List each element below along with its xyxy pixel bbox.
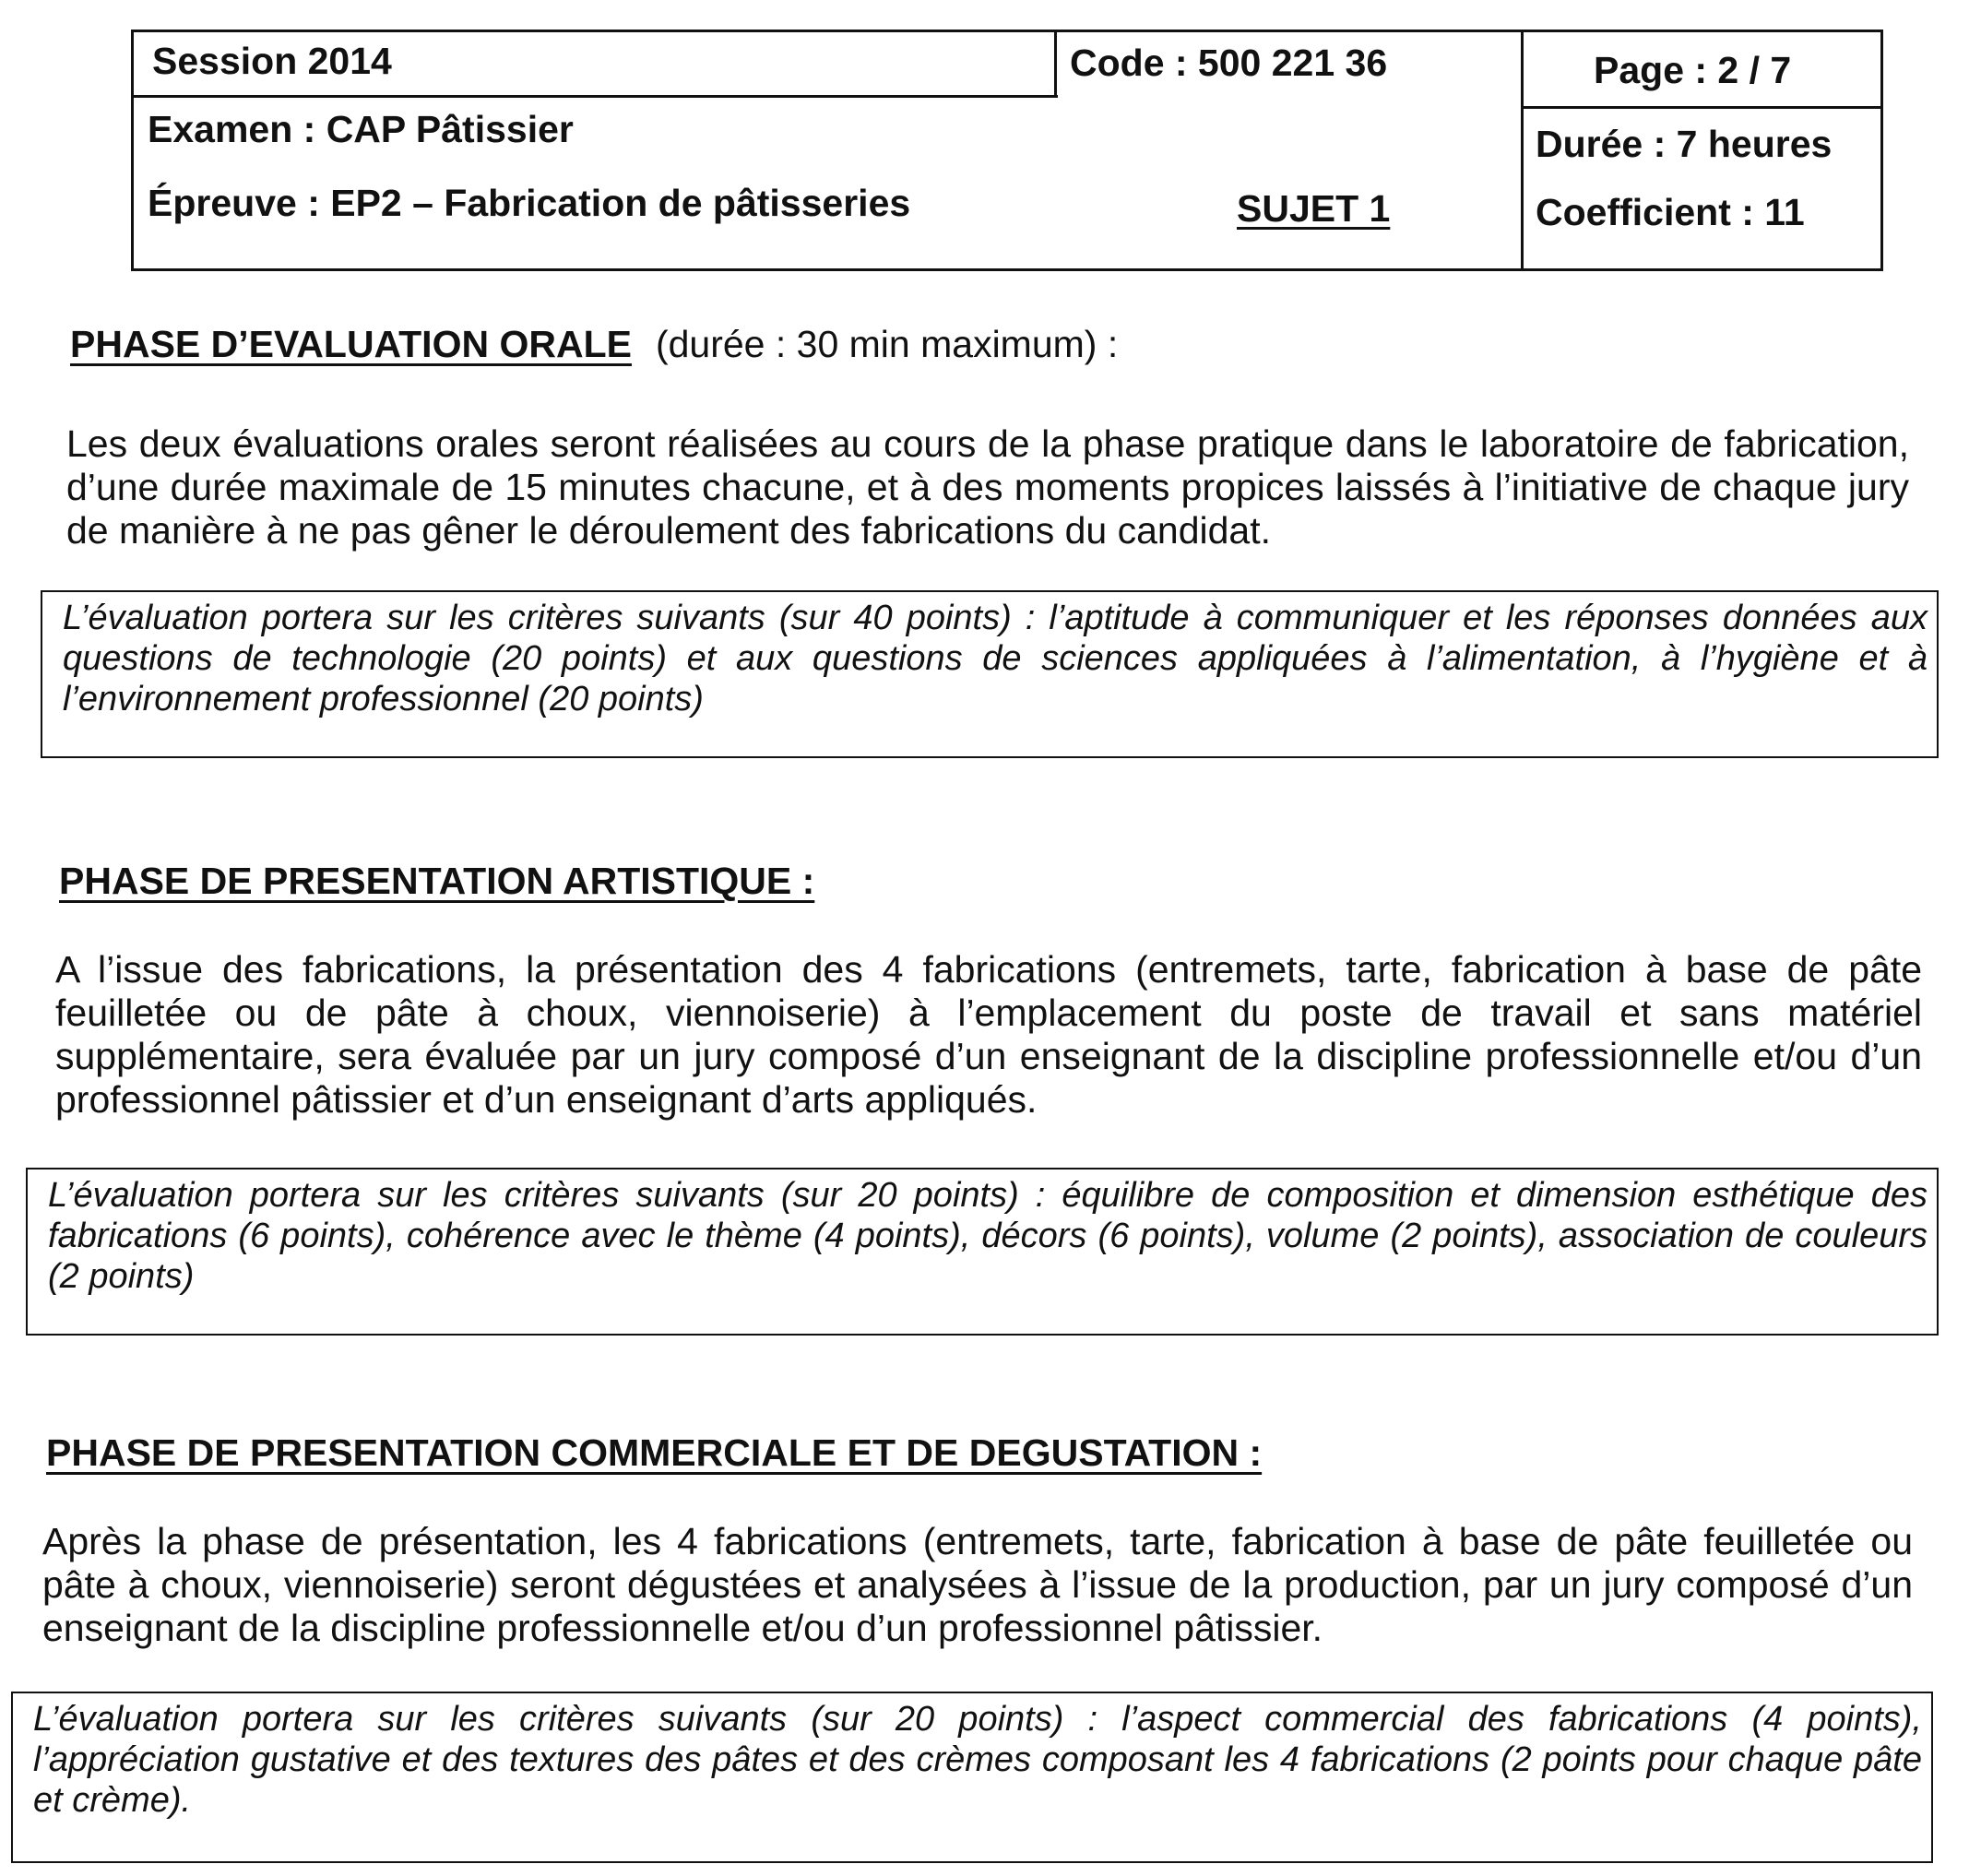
subject-number: SUJET 1 xyxy=(1237,187,1391,230)
header-divider-right xyxy=(1521,32,1524,268)
section-heading: PHASE DE PRESENTATION ARTISTIQUE : xyxy=(59,860,815,902)
duration-label: Durée : 7 heures xyxy=(1536,123,1833,165)
section-duration-note: (durée : 30 min maximum) : xyxy=(655,323,1119,365)
page-number: Page : 2 / 7 xyxy=(1594,49,1792,91)
header-divider-row xyxy=(134,95,1058,98)
section-paragraph-commerciale: Après la phase de présentation, les 4 fabrications (entremets, tarte, fabrication à base de pâte feuilletée ou pâte à choux, viennoiserie) seront dégustées et analysées à l’issue de la production, par un jury composé d’un enseignant de la discipline professionnelle et/ou d’un professionnel pâtissier. xyxy=(42,1520,1913,1649)
exam-header-table xyxy=(131,30,1883,271)
section-title-artistique xyxy=(59,860,814,903)
criteria-box-commerciale: L’évaluation portera sur les critères suivants (sur 20 points) : l’aspect commercial des fabrications (4 points), l’appréciation gustative et des textures des pâtes et des crèmes composant les 4 fabrications (2 points pour chaque pâte et crème). xyxy=(11,1692,1933,1863)
exam-name: Examen : CAP Pâtissier xyxy=(148,108,574,150)
criteria-box-artistique: L’évaluation portera sur les critères suivants (sur 20 points) : équilibre de composition et dimension esthétique des fabrications (6 points), cohérence avec le thème (4 points), décors (6 points), volume (2 points), association de couleurs (2 points) xyxy=(26,1168,1939,1336)
section-paragraph-oral: Les deux évaluations orales seront réalisées au cours de la phase pratique dans le laboratoire de fabrication, d’une durée maximale de 15 minutes chacune, et à des moments propices laissés à l’initiative de chaque jury de manière à ne pas gêner le déroulement des fabrications du candidat. xyxy=(66,422,1909,552)
section-title-commerciale xyxy=(46,1431,1262,1475)
session-label: Session 2014 xyxy=(152,40,392,82)
section-paragraph-artistique: A l’issue des fabrications, la présentation des 4 fabrications (entremets, tarte, fabrication à base de pâte feuilletée ou de pâte à choux, viennoiserie) à l’emplacement du poste de travail et sans matériel supplémentaire, sera évaluée par un jury composé d’un enseignant de la discipline professionnelle et/ou d’un professionnel pâtissier et d’un enseignant d’arts appliqués. xyxy=(55,948,1922,1121)
criteria-box-oral: L’évaluation portera sur les critères suivants (sur 40 points) : l’aptitude à communiquer et les réponses données aux questions de technologie (20 points) et aux questions de sciences appliquées à l’alimentation, à l’hygiène et à l’environnement professionnel (20 points) xyxy=(41,590,1939,758)
section-title-oral xyxy=(70,323,1118,366)
epreuve-label: Épreuve : EP2 – Fabrication de pâtisseries xyxy=(148,182,911,224)
coefficient-label: Coefficient : 11 xyxy=(1536,191,1805,233)
header-divider-page xyxy=(1521,106,1882,109)
code-label: Code : 500 221 36 xyxy=(1070,42,1388,84)
section-heading: PHASE DE PRESENTATION COMMERCIALE ET DE DEGUSTATION : xyxy=(46,1431,1263,1474)
section-heading: PHASE D’EVALUATION ORALE xyxy=(70,323,632,365)
header-divider-code xyxy=(1054,32,1057,97)
